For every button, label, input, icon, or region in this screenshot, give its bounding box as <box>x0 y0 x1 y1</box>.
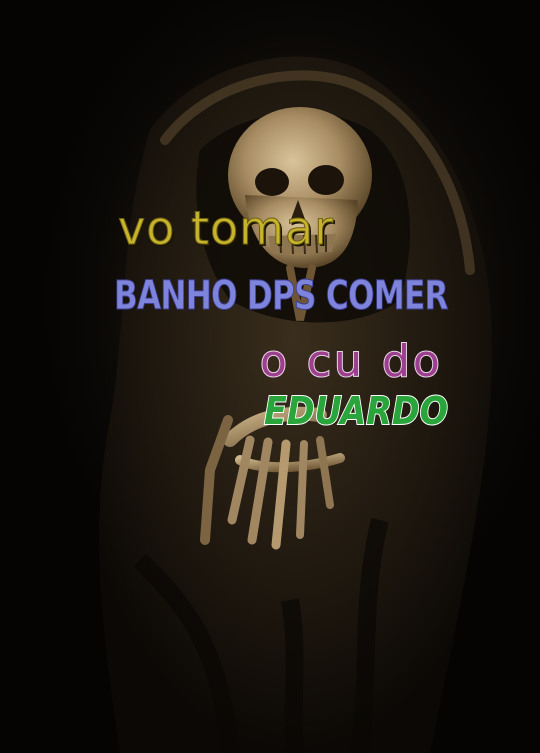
caption-line-4: EDUARDO <box>264 389 449 433</box>
caption-line-2: BANHO DPS COMER <box>114 273 448 319</box>
caption-line-3: o cu do <box>260 336 443 387</box>
caption-line-1: vo tomar <box>118 201 335 255</box>
